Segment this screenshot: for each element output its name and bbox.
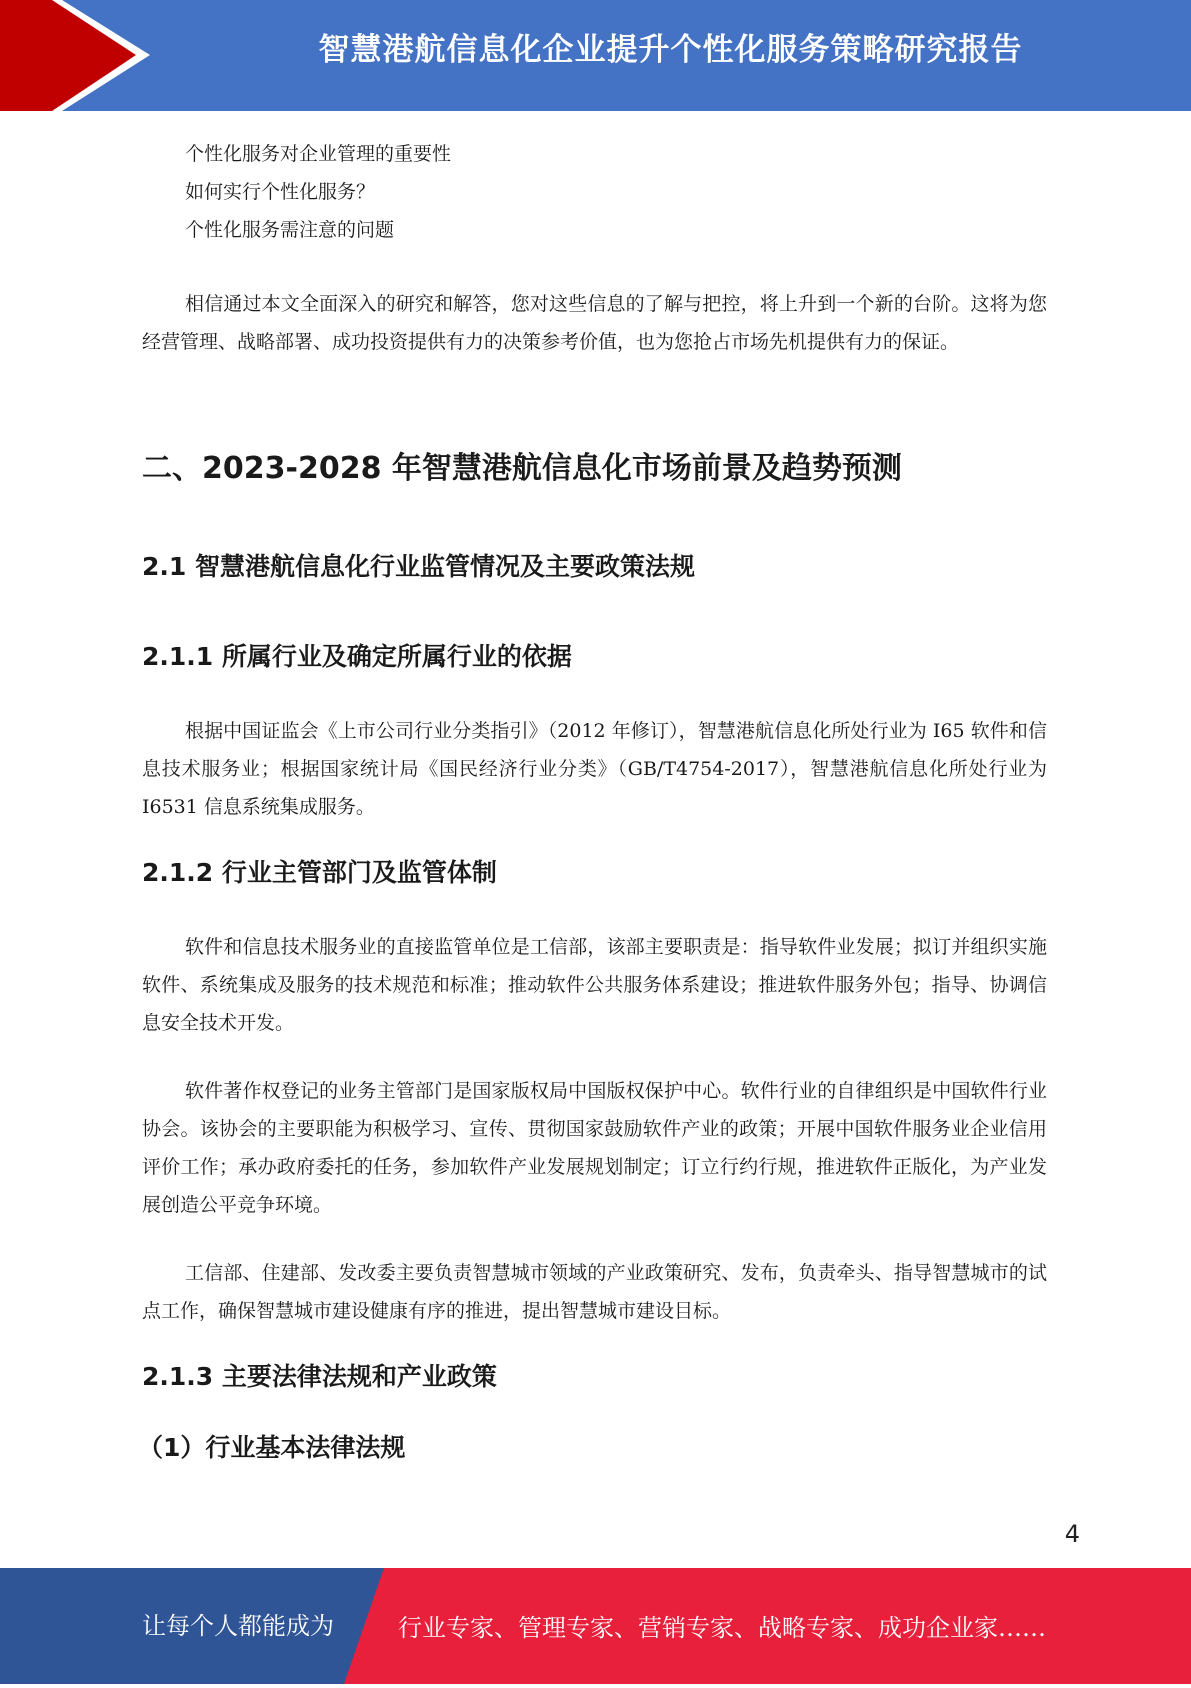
toc-item-2: 如何实行个性化服务？ <box>185 181 376 203</box>
section-2-1-3-heading: 2.1.3 主要法律法规和产业政策 <box>142 1362 497 1391</box>
footer-slogan-right: 行业专家、管理专家、营销专家、战略专家、成功企业家…… <box>398 1614 1046 1642</box>
footer-slogan-left: 让每个人都能成为 <box>142 1612 334 1640</box>
page-number: 4 <box>1064 1520 1080 1548</box>
header-title: 智慧港航信息化企业提升个性化服务策略研究报告 <box>318 32 1023 68</box>
section-2-1-3-item-1: （1）行业基本法律法规 <box>138 1433 406 1462</box>
page-header <box>0 0 1191 111</box>
section-2-1-2-paragraph-3: 工信部、住建部、发改委主要负责智慧城市领域的产业政策研究、发布，负责牵头、指导智慧城市的试点工作，确保智慧城市建设健康有序的推进，提出智慧城市建设目标。 <box>142 1262 1047 1322</box>
intro-paragraph: 相信通过本文全面深入的研究和解答，您对这些信息的了解与把控，将上升到一个新的台阶。这将为您经营管理、战略部署、成功投资提供有力的决策参考价值，也为您抢占市场先机提供有力的保证。 <box>142 293 1047 353</box>
section-2-1-1-paragraph: 根据中国证监会《上市公司行业分类指引》（2012 年修订），智慧港航信息化所处行业为 I65 软件和信息技术服务业；根据国家统计局《国民经济行业分类》（GB/T4754-2017），智慧港航信息化所处行业为 I6531 信息系统集成服务。 <box>142 720 1047 818</box>
section-2-1-2-paragraph-1: 软件和信息技术服务业的直接监管单位是工信部，该部主要职责是：指导软件业发展；拟订并组织实施软件、系统集成及服务的技术规范和标准；推动软件公共服务体系建设；推进软件服务外包；指导、协调信息安全技术开发。 <box>142 936 1047 1034</box>
section-2-1-1-heading: 2.1.1 所属行业及确定所属行业的依据 <box>142 642 572 671</box>
section-2-heading: 二、2023-2028 年智慧港航信息化市场前景及趋势预测 <box>142 451 902 486</box>
toc-item-3: 个性化服务需注意的问题 <box>185 219 395 241</box>
section-2-1-2-paragraph-2: 软件著作权登记的业务主管部门是国家版权局中国版权保护中心。软件行业的自律组织是中国软件行业协会。该协会的主要职能为积极学习、宣传、贯彻国家鼓励软件产业的政策；开展中国软件服务业企业信用评价工作；承办政府委托的任务，参加软件产业发展规划制定；订立行约行规，推进软件正版化，为产业发展创造公平竞争环境。 <box>142 1080 1047 1216</box>
toc-item-1: 个性化服务对企业管理的重要性 <box>185 143 452 165</box>
page-footer <box>0 1568 1191 1684</box>
section-2-1-2-heading: 2.1.2 行业主管部门及监管体制 <box>142 858 497 887</box>
section-2-1-heading: 2.1 智慧港航信息化行业监管情况及主要政策法规 <box>142 552 695 581</box>
